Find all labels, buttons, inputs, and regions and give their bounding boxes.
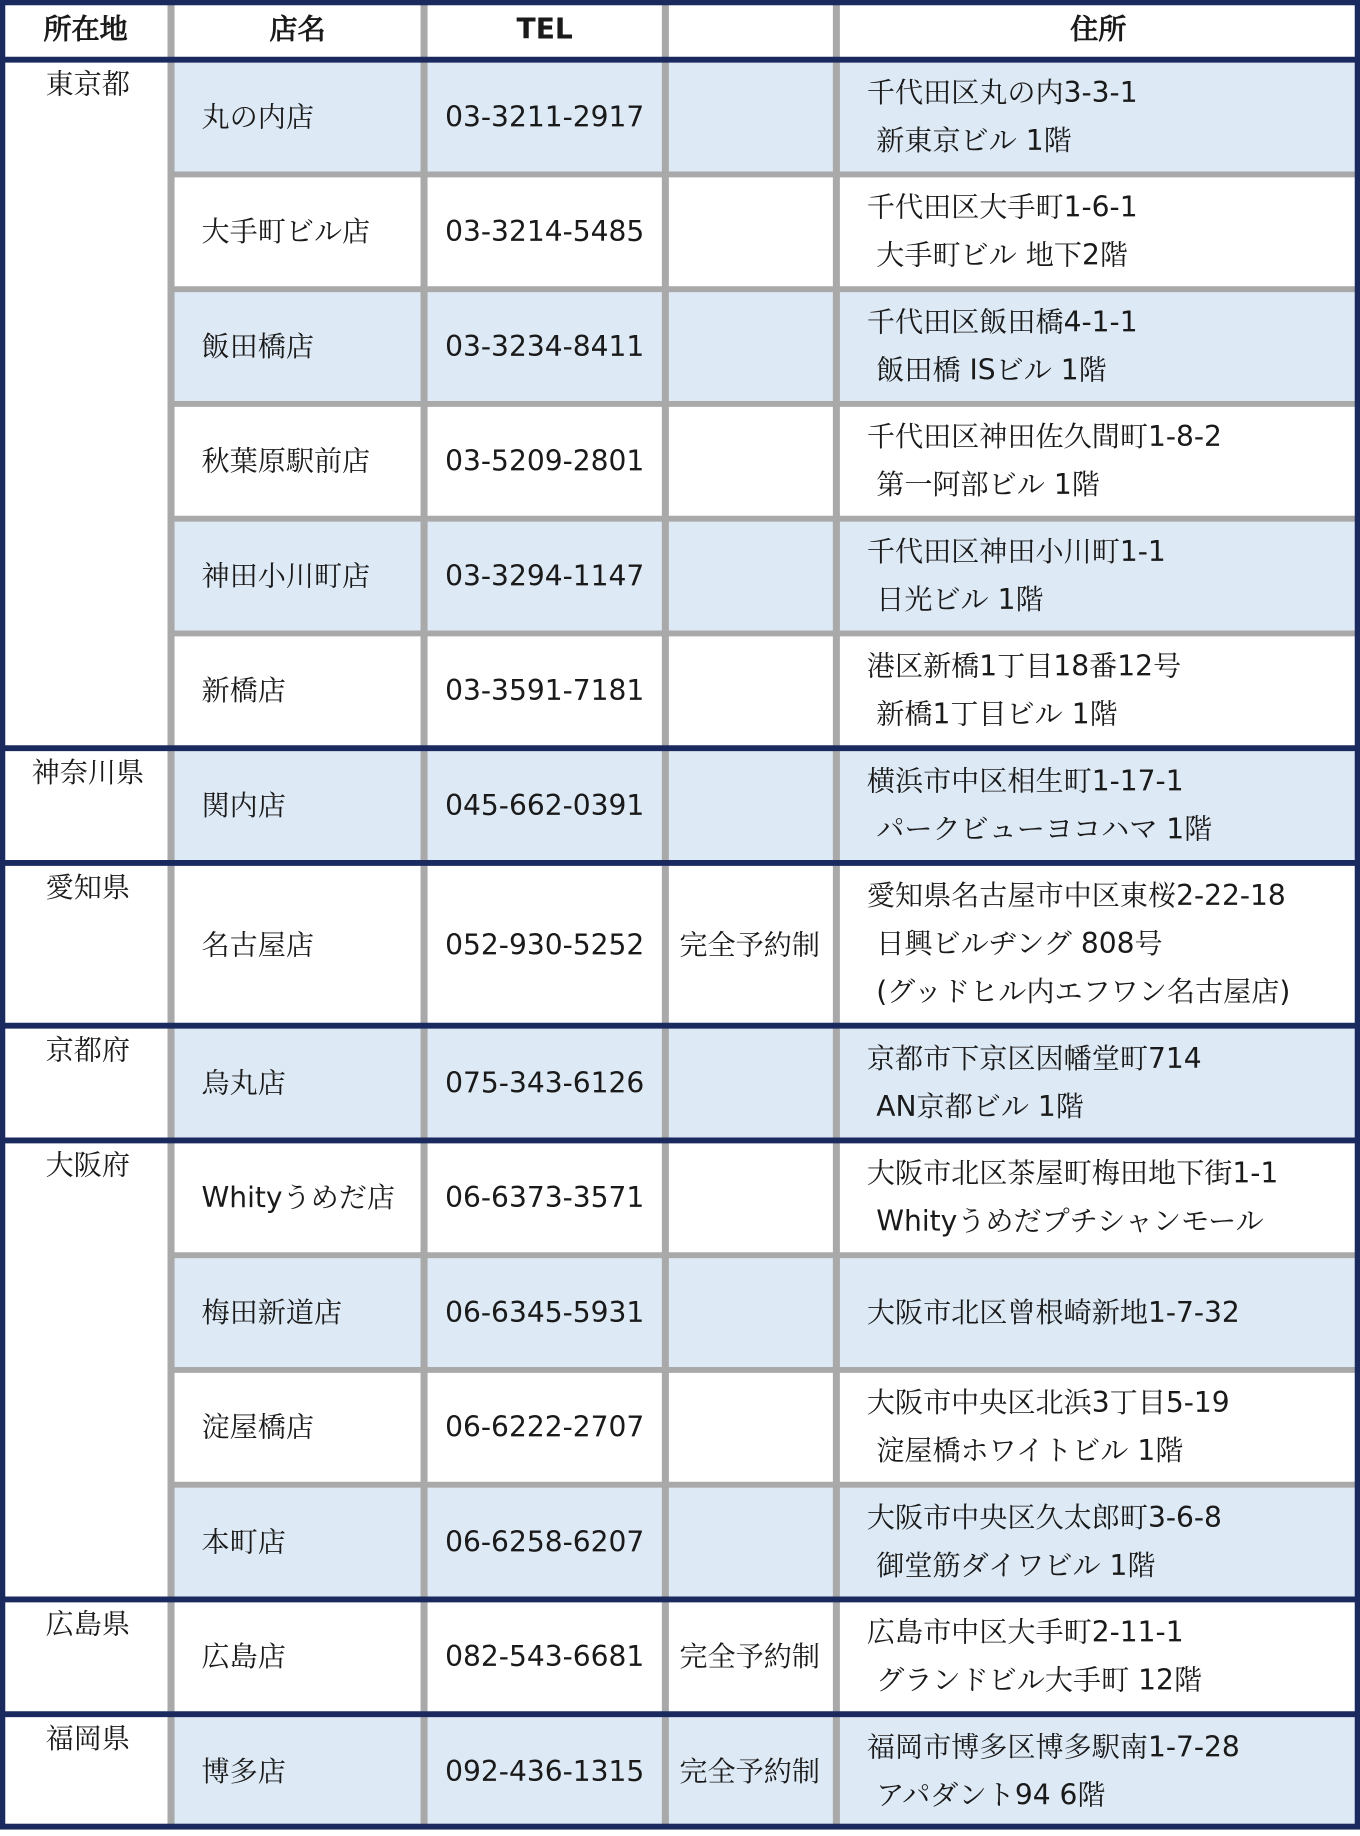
store-name: 大手町ビル店 xyxy=(201,215,371,249)
store-address-line: 大手町ビル 地下2階 xyxy=(876,238,1128,272)
header-region: 所在地 xyxy=(43,12,128,46)
header-store: 店名 xyxy=(269,12,326,46)
store-name: 博多店 xyxy=(201,1755,286,1788)
store-address-line: 飯田橋 ISビル 1階 xyxy=(876,353,1107,387)
region-name: 神奈川県 xyxy=(31,756,145,790)
store-tel: 03-5209-2801 xyxy=(445,444,645,478)
header-tel: TEL xyxy=(516,12,573,46)
store-name: 秋葉原駅前店 xyxy=(201,444,371,478)
region-name: 広島県 xyxy=(45,1607,131,1641)
store-address-line: (グッドヒル内エフワン名古屋店) xyxy=(876,975,1291,1009)
store-address-line: 新東京ビル 1階 xyxy=(876,124,1072,157)
header-address: 住所 xyxy=(1070,12,1127,46)
store-tel: 092-436-1315 xyxy=(445,1755,645,1788)
region-name: 愛知県 xyxy=(45,871,131,904)
store-address-line: 淀屋橋ホワイトビル 1階 xyxy=(876,1434,1184,1468)
store-address-line: Whityうめだプチシャンモール xyxy=(876,1204,1264,1238)
store-address-line: 大阪市北区曾根崎新地1-7-32 xyxy=(866,1295,1240,1329)
store-name: 名古屋店 xyxy=(201,927,314,961)
store-address-line: 大阪市北区茶屋町梅田地下街1-1 xyxy=(866,1156,1279,1190)
region-name: 大阪府 xyxy=(45,1148,131,1182)
region-name: 福岡県 xyxy=(45,1722,131,1756)
store-tel: 052-930-5252 xyxy=(445,927,645,961)
store-name: 新橋店 xyxy=(201,674,286,708)
store-address-line: 大阪市中央区北浜3丁目5-19 xyxy=(866,1386,1230,1420)
row-band xyxy=(171,289,1360,404)
store-tel: 03-3214-5485 xyxy=(445,215,645,249)
store-address-line: 横浜市中区相生町1-17-1 xyxy=(866,764,1184,798)
store-tel: 03-3591-7181 xyxy=(445,674,645,708)
store-address-line: 福岡市博多区博多駅南1-7-28 xyxy=(866,1730,1240,1764)
store-tel: 06-6373-3571 xyxy=(445,1181,645,1215)
store-address-line: 千代田区大手町1-6-1 xyxy=(866,190,1138,224)
store-tel: 045-662-0391 xyxy=(445,789,645,822)
store-tel: 06-6222-2707 xyxy=(445,1410,645,1444)
store-name: 飯田橋店 xyxy=(201,330,314,363)
store-name: 関内店 xyxy=(201,789,286,822)
store-note: 完全予約制 xyxy=(679,1755,820,1788)
store-name: 淀屋橋店 xyxy=(201,1410,314,1444)
store-tel: 082-543-6681 xyxy=(445,1640,645,1674)
store-name: 丸の内店 xyxy=(201,100,314,134)
store-address-line: 新橋1丁目ビル 1階 xyxy=(876,697,1118,731)
store-address-line: AN京都ビル 1階 xyxy=(876,1090,1084,1123)
store-address-line: 千代田区神田小川町1-1 xyxy=(866,535,1166,568)
store-address-line: 広島市中区大手町2-11-1 xyxy=(866,1615,1184,1649)
store-address-line: 第一阿部ビル 1階 xyxy=(876,468,1100,502)
store-address-line: 御堂筋ダイワビル 1階 xyxy=(876,1549,1156,1582)
store-name: 梅田新道店 xyxy=(201,1296,343,1329)
store-address-line: アパダント94 6階 xyxy=(876,1778,1106,1812)
store-name: Whityうめだ店 xyxy=(201,1181,396,1215)
store-address-line: 日興ビルヂング 808号 xyxy=(876,927,1163,961)
store-tel: 075-343-6126 xyxy=(445,1066,645,1100)
store-tel: 03-3234-8411 xyxy=(445,330,645,363)
row-band xyxy=(171,60,1360,175)
region-name: 京都府 xyxy=(45,1033,131,1067)
store-note: 完全予約制 xyxy=(679,1640,820,1674)
store-address-line: 千代田区飯田橋4-1-1 xyxy=(866,305,1138,339)
store-address-line: 日光ビル 1階 xyxy=(876,583,1044,616)
region-name: 東京都 xyxy=(45,67,131,101)
store-address-line: 京都市下京区因幡堂町714 xyxy=(866,1042,1202,1075)
store-address-line: 愛知県名古屋市中区東桜2-22-18 xyxy=(866,879,1286,913)
store-address-line: パークビューヨコハマ 1階 xyxy=(876,812,1213,846)
store-name: 本町店 xyxy=(201,1525,286,1559)
store-tel: 06-6258-6207 xyxy=(445,1525,645,1559)
store-address-line: 千代田区丸の内3-3-1 xyxy=(866,76,1138,109)
store-note: 完全予約制 xyxy=(679,927,820,961)
store-tel: 06-6345-5931 xyxy=(445,1296,645,1329)
store-name: 広島店 xyxy=(201,1640,286,1674)
store-tel: 03-3294-1147 xyxy=(445,559,645,593)
store-name: 烏丸店 xyxy=(201,1066,286,1100)
store-name: 神田小川町店 xyxy=(201,559,371,593)
store-address-line: グランドビル大手町 12階 xyxy=(876,1663,1203,1697)
store-address-line: 千代田区神田佐久間町1-8-2 xyxy=(866,420,1222,454)
store-address-line: 港区新橋1丁目18番12号 xyxy=(866,649,1182,683)
store-address-line: 大阪市中央区久太郎町3-6-8 xyxy=(866,1501,1222,1534)
store-tel: 03-3211-2917 xyxy=(445,100,645,134)
